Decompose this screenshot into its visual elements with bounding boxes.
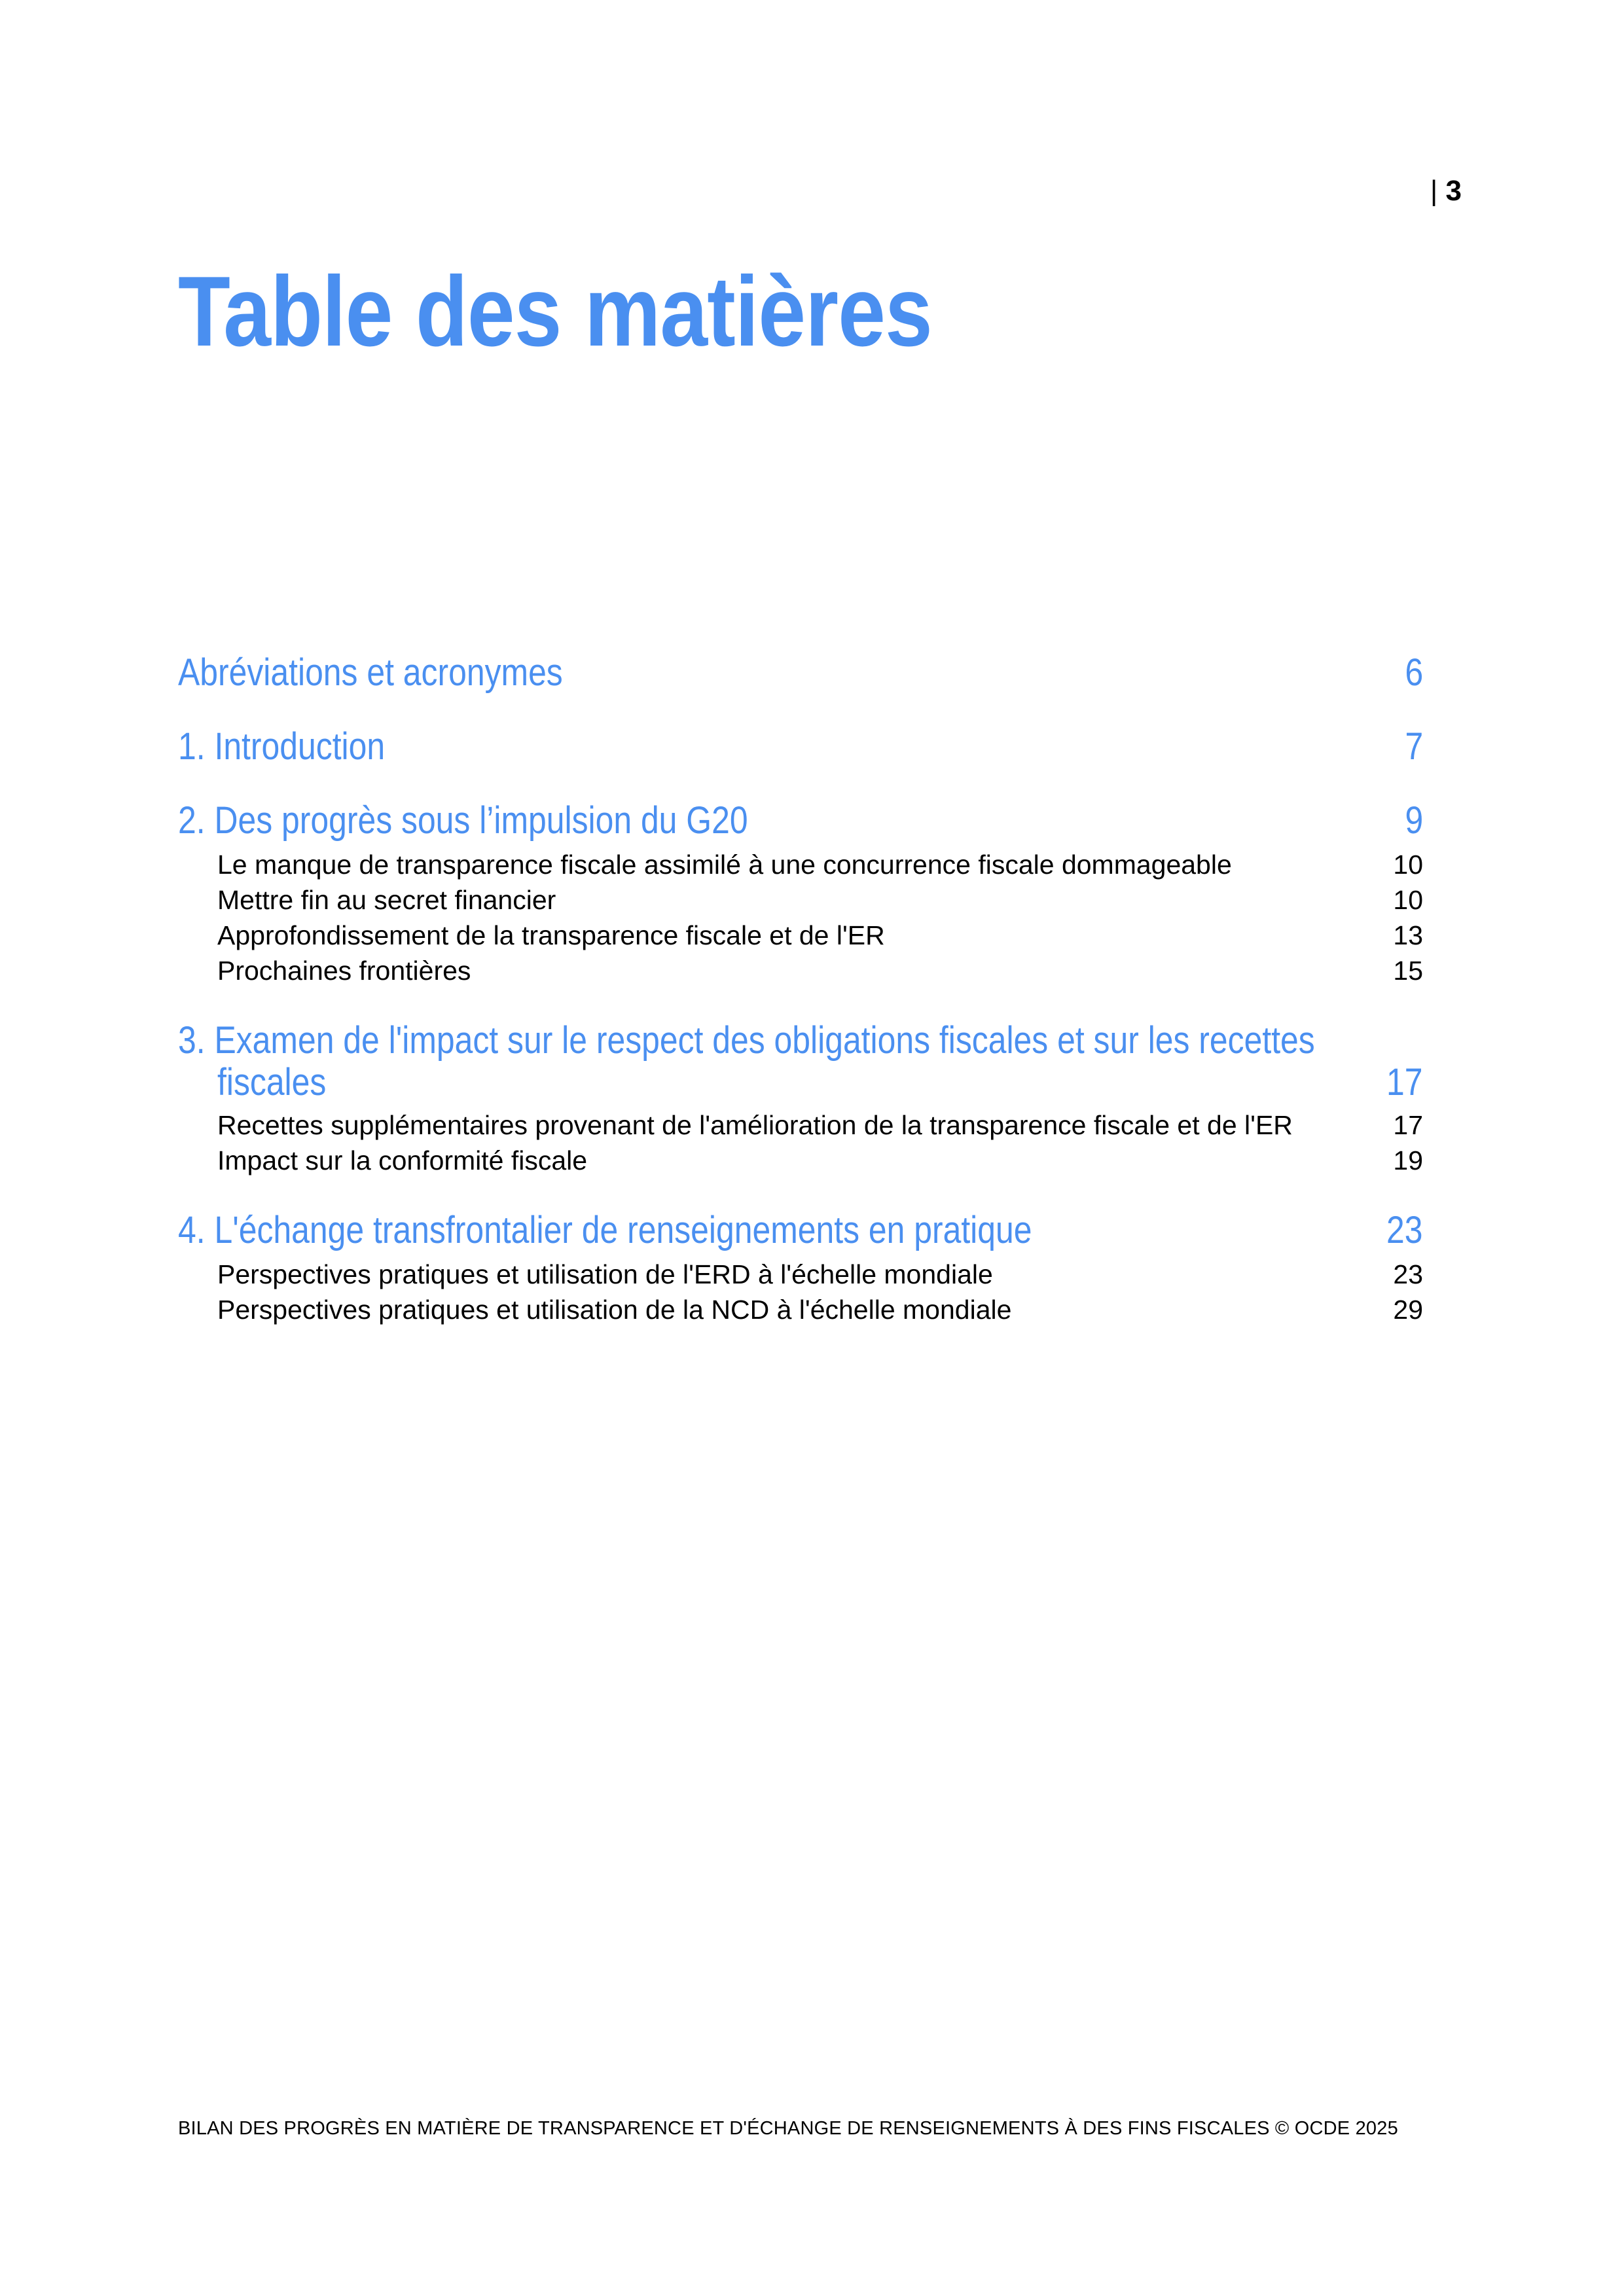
toc-subentry-page: 10 (1393, 885, 1423, 915)
toc-entry-page: 6 (1405, 651, 1423, 694)
toc-subentry-page: 15 (1393, 956, 1423, 986)
toc-entry-chapter-2[interactable] (178, 800, 1423, 842)
toc-subentry-title: Recettes supplémentaires provenant de l'amélioration de la transparence fiscale et de l'ER (217, 1110, 1293, 1140)
toc-subentry-title: Perspectives pratiques et utilisation de la NCD à l'échelle mondiale (217, 1295, 1012, 1325)
table-of-contents (178, 0, 1423, 1440)
toc-entry-page: 7 (1405, 725, 1423, 768)
toc-subentry-page: 29 (1393, 1295, 1423, 1325)
toc-subentry-page: 23 (1393, 1259, 1423, 1289)
toc-subentry-page: 17 (1393, 1110, 1423, 1140)
toc-entry-title: 4. L'échange transfrontalier de renseignements en pratique (178, 1209, 1032, 1251)
header-separator: | (1430, 175, 1438, 207)
toc-entry-page: 17 (1386, 1061, 1423, 1103)
toc-entry-title-line-2: fiscales (217, 1061, 327, 1103)
toc-entry-title-line-1: 3. Examen de l'impact sur le respect des obligations fiscales et sur les recettes (178, 1019, 1315, 1062)
page-footer: BILAN DES PROGRÈS EN MATIÈRE DE TRANSPARENCE ET D'ÉCHANGE DE RENSEIGNEMENTS À DES FINS FISCALES © OCDE 2025 (178, 2118, 1398, 2139)
toc-subentry-title: Le manque de transparence fiscale assimilé à une concurrence fiscale dommageable (217, 850, 1232, 880)
page-header (1430, 171, 1462, 211)
toc-subentry-page: 13 (1393, 920, 1423, 950)
toc-entry-chapter-3[interactable] (178, 1020, 1423, 1103)
toc-subentry-title: Impact sur la conformité fiscale (217, 1145, 588, 1175)
toc-entry-introduction[interactable] (178, 726, 1423, 768)
toc-entry-chapter-4[interactable] (178, 1210, 1423, 1251)
toc-subentry-title: Prochaines frontières (217, 956, 471, 986)
page-number: 3 (1445, 175, 1462, 207)
toc-subentry-page: 19 (1393, 1145, 1423, 1175)
toc-entry-title: 2. Des progrès sous l’impulsion du G20 (178, 799, 748, 842)
page-title: Table des matières (178, 256, 932, 367)
toc-subentry-title: Mettre fin au secret financier (217, 885, 556, 915)
toc-entry-page: 23 (1386, 1209, 1423, 1251)
toc-entry-title: Abréviations et acronymes (178, 651, 563, 694)
toc-entry-page: 9 (1405, 799, 1423, 842)
toc-entry-title: 1. Introduction (178, 725, 386, 768)
toc-entry-abbreviations[interactable] (178, 652, 1423, 694)
toc-subentry-title: Approfondissement de la transparence fiscale et de l'ER (217, 920, 885, 950)
toc-subentry-page: 10 (1393, 850, 1423, 880)
toc-subentry-title: Perspectives pratiques et utilisation de l'ERD à l'échelle mondiale (217, 1259, 993, 1289)
